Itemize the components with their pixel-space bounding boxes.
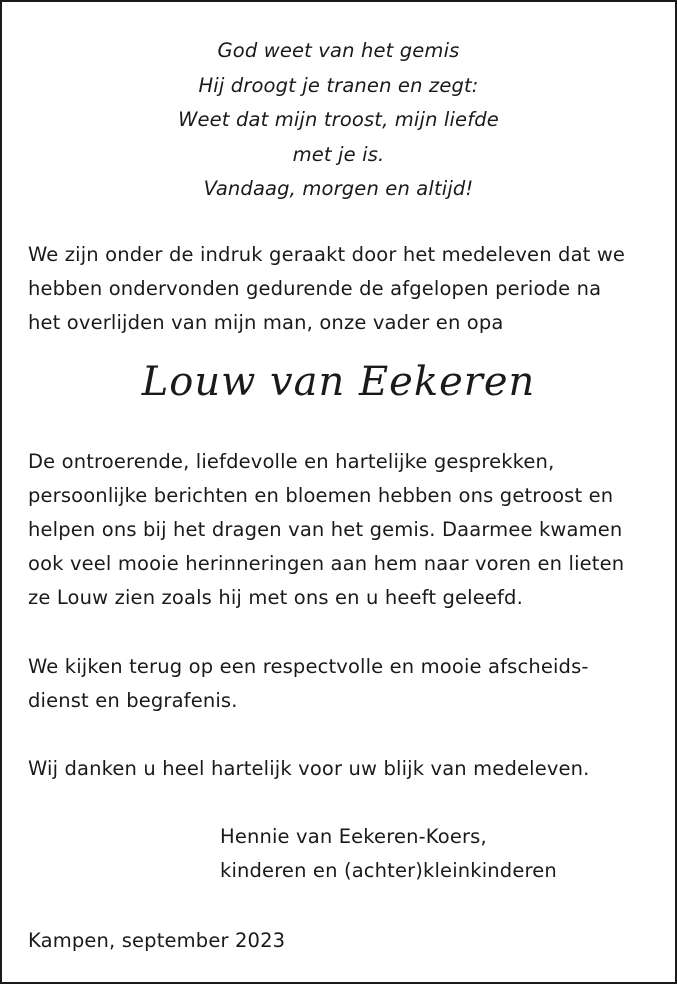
service-line: We kijken terug op een respectvolle en mooie afscheids- xyxy=(28,655,589,678)
gratitude-paragraph xyxy=(28,445,657,615)
signature-family: kinderen en (achter)kleinkinderen xyxy=(220,859,557,882)
place-date: Kampen, september 2023 xyxy=(28,929,286,952)
intro-line: We zijn onder de indruk geraakt door het medeleven dat we xyxy=(28,243,626,266)
thanks-line: Wij danken u heel hartelijk voor uw blijk van medeleven. xyxy=(28,757,590,780)
gratitude-line: helpen ons bij het dragen van het gemis. Daarmee kwamen xyxy=(28,518,623,541)
deceased-name: Louw van Eekeren xyxy=(141,359,536,405)
poem xyxy=(2,34,675,207)
service-line: dienst en begrafenis. xyxy=(28,689,238,712)
signature-name: Hennie van Eekeren-Koers, xyxy=(220,825,487,848)
poem-line: Vandaag, morgen en altijd! xyxy=(203,177,474,200)
service-paragraph xyxy=(28,650,657,718)
poem-line: God weet van het gemis xyxy=(217,39,460,62)
gratitude-line: De ontroerende, liefdevolle en hartelijke gesprekken, xyxy=(28,450,555,473)
gratitude-line: ze Louw zien zoals hij met ons en u heeft geleefd. xyxy=(28,586,523,609)
gratitude-line: ook veel mooie herinneringen aan hem naar voren en lieten xyxy=(28,552,625,575)
poem-line: Hij droogt je tranen en zegt: xyxy=(198,73,479,97)
intro-paragraph xyxy=(28,238,657,340)
poem-line: Weet dat mijn troost, mijn liefde xyxy=(178,108,499,131)
gratitude-line: persoonlijke berichten en bloemen hebben ons getroost en xyxy=(28,484,614,507)
intro-line: het overlijden van mijn man, onze vader en opa xyxy=(28,311,504,334)
signature-block xyxy=(220,820,557,888)
intro-line: hebben ondervonden gedurende de afgelopen periode na xyxy=(28,277,602,300)
poem-line: met je is. xyxy=(292,142,385,166)
